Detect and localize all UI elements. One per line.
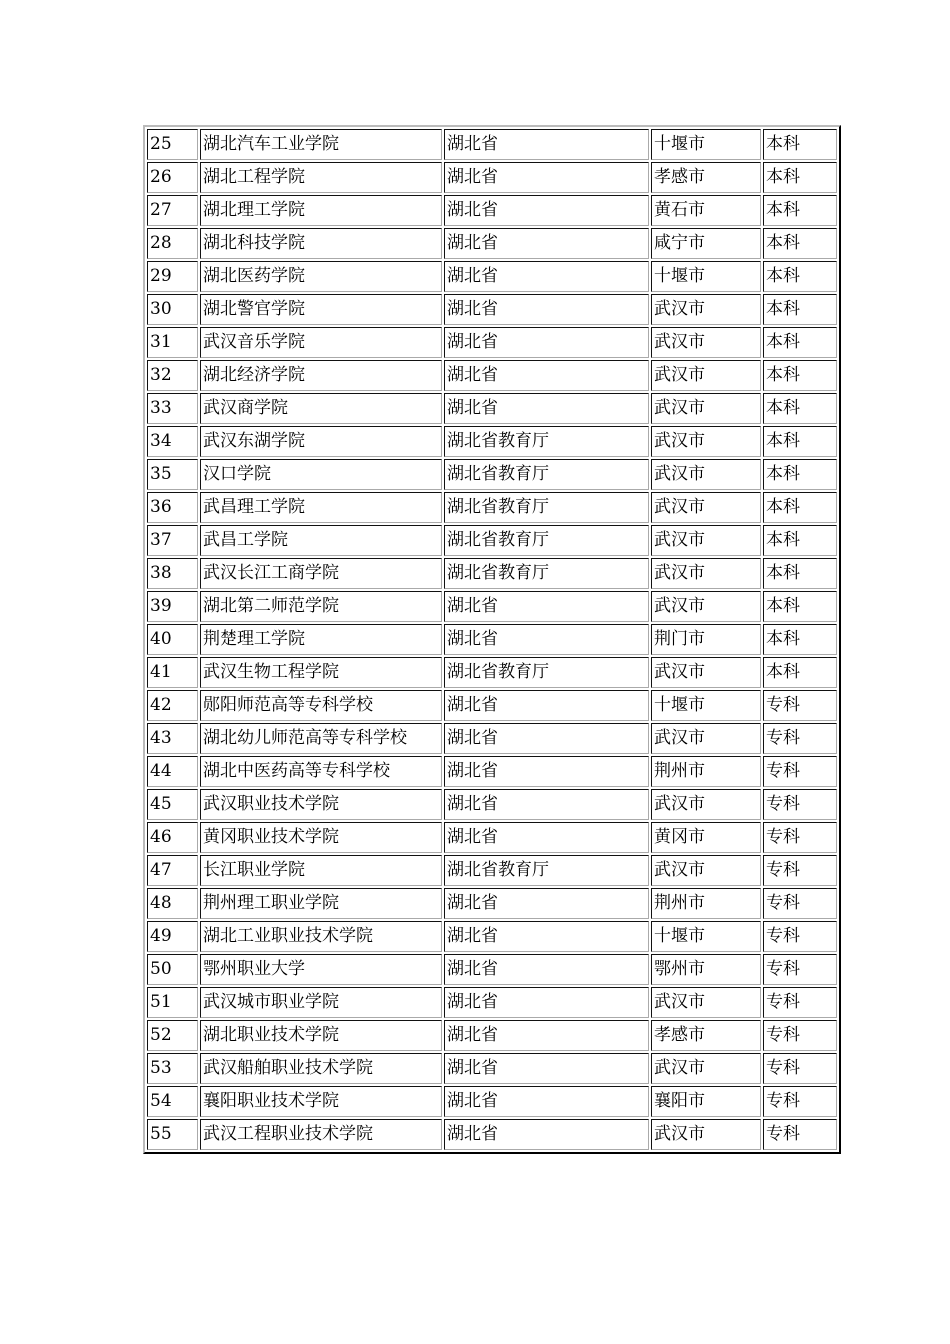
city-cell: 武汉市 bbox=[651, 327, 761, 358]
city-cell: 孝感市 bbox=[651, 162, 761, 193]
school-name-cell: 湖北工程学院 bbox=[200, 162, 442, 193]
row-number-cell: 48 bbox=[147, 888, 198, 919]
table-row bbox=[147, 1086, 837, 1117]
city-cell: 武汉市 bbox=[651, 987, 761, 1018]
level-cell: 本科 bbox=[763, 327, 837, 358]
level-cell: 专科 bbox=[763, 822, 837, 853]
table-row bbox=[147, 393, 837, 424]
school-name-cell: 黄冈职业技术学院 bbox=[200, 822, 442, 853]
school-name-cell: 鄂州职业大学 bbox=[200, 954, 442, 985]
row-number-cell: 29 bbox=[147, 261, 198, 292]
authority-cell: 湖北省 bbox=[444, 987, 649, 1018]
level-cell: 本科 bbox=[763, 426, 837, 457]
authority-cell: 湖北省教育厅 bbox=[444, 492, 649, 523]
row-number-cell: 34 bbox=[147, 426, 198, 457]
level-cell: 本科 bbox=[763, 525, 837, 556]
row-number-cell: 38 bbox=[147, 558, 198, 589]
city-cell: 十堰市 bbox=[651, 921, 761, 952]
city-cell: 武汉市 bbox=[651, 558, 761, 589]
city-cell: 武汉市 bbox=[651, 492, 761, 523]
city-cell: 武汉市 bbox=[651, 657, 761, 688]
row-number-cell: 47 bbox=[147, 855, 198, 886]
table-body bbox=[147, 129, 837, 1150]
row-number-cell: 26 bbox=[147, 162, 198, 193]
authority-cell: 湖北省 bbox=[444, 921, 649, 952]
school-name-cell: 湖北医药学院 bbox=[200, 261, 442, 292]
level-cell: 本科 bbox=[763, 261, 837, 292]
table-row bbox=[147, 822, 837, 853]
table-row bbox=[147, 954, 837, 985]
authority-cell: 湖北省 bbox=[444, 261, 649, 292]
school-name-cell: 荆州理工职业学院 bbox=[200, 888, 442, 919]
school-name-cell: 湖北职业技术学院 bbox=[200, 1020, 442, 1051]
table-row bbox=[147, 1053, 837, 1084]
row-number-cell: 40 bbox=[147, 624, 198, 655]
authority-cell: 湖北省 bbox=[444, 690, 649, 721]
level-cell: 专科 bbox=[763, 855, 837, 886]
authority-cell: 湖北省教育厅 bbox=[444, 426, 649, 457]
level-cell: 本科 bbox=[763, 228, 837, 259]
row-number-cell: 50 bbox=[147, 954, 198, 985]
authority-cell: 湖北省 bbox=[444, 1053, 649, 1084]
authority-cell: 湖北省 bbox=[444, 756, 649, 787]
row-number-cell: 46 bbox=[147, 822, 198, 853]
school-name-cell: 湖北工业职业技术学院 bbox=[200, 921, 442, 952]
authority-cell: 湖北省 bbox=[444, 393, 649, 424]
city-cell: 武汉市 bbox=[651, 1053, 761, 1084]
city-cell: 武汉市 bbox=[651, 294, 761, 325]
row-number-cell: 25 bbox=[147, 129, 198, 160]
table-row bbox=[147, 459, 837, 490]
level-cell: 本科 bbox=[763, 294, 837, 325]
row-number-cell: 44 bbox=[147, 756, 198, 787]
table-row bbox=[147, 888, 837, 919]
school-name-cell: 武汉商学院 bbox=[200, 393, 442, 424]
authority-cell: 湖北省教育厅 bbox=[444, 558, 649, 589]
city-cell: 孝感市 bbox=[651, 1020, 761, 1051]
table-row bbox=[147, 855, 837, 886]
city-cell: 武汉市 bbox=[651, 723, 761, 754]
school-name-cell: 武汉职业技术学院 bbox=[200, 789, 442, 820]
city-cell: 黄石市 bbox=[651, 195, 761, 226]
table-row bbox=[147, 195, 837, 226]
table-row bbox=[147, 261, 837, 292]
school-name-cell: 荆楚理工学院 bbox=[200, 624, 442, 655]
table-row bbox=[147, 228, 837, 259]
level-cell: 本科 bbox=[763, 657, 837, 688]
school-name-cell: 武汉生物工程学院 bbox=[200, 657, 442, 688]
row-number-cell: 30 bbox=[147, 294, 198, 325]
table-row bbox=[147, 492, 837, 523]
school-name-cell: 湖北警官学院 bbox=[200, 294, 442, 325]
table-row bbox=[147, 723, 837, 754]
authority-cell: 湖北省 bbox=[444, 591, 649, 622]
school-name-cell: 湖北幼儿师范高等专科学校 bbox=[200, 723, 442, 754]
school-name-cell: 武汉船舶职业技术学院 bbox=[200, 1053, 442, 1084]
table-row bbox=[147, 756, 837, 787]
table-row bbox=[147, 624, 837, 655]
row-number-cell: 45 bbox=[147, 789, 198, 820]
row-number-cell: 41 bbox=[147, 657, 198, 688]
row-number-cell: 52 bbox=[147, 1020, 198, 1051]
city-cell: 襄阳市 bbox=[651, 1086, 761, 1117]
school-name-cell: 郧阳师范高等专科学校 bbox=[200, 690, 442, 721]
row-number-cell: 53 bbox=[147, 1053, 198, 1084]
level-cell: 专科 bbox=[763, 1020, 837, 1051]
authority-cell: 湖北省 bbox=[444, 888, 649, 919]
authority-cell: 湖北省教育厅 bbox=[444, 855, 649, 886]
authority-cell: 湖北省 bbox=[444, 162, 649, 193]
city-cell: 咸宁市 bbox=[651, 228, 761, 259]
city-cell: 鄂州市 bbox=[651, 954, 761, 985]
level-cell: 专科 bbox=[763, 789, 837, 820]
row-number-cell: 54 bbox=[147, 1086, 198, 1117]
school-name-cell: 湖北第二师范学院 bbox=[200, 591, 442, 622]
city-cell: 荆门市 bbox=[651, 624, 761, 655]
authority-cell: 湖北省 bbox=[444, 360, 649, 391]
row-number-cell: 37 bbox=[147, 525, 198, 556]
table-row bbox=[147, 591, 837, 622]
level-cell: 本科 bbox=[763, 393, 837, 424]
row-number-cell: 28 bbox=[147, 228, 198, 259]
city-cell: 武汉市 bbox=[651, 459, 761, 490]
table-row bbox=[147, 558, 837, 589]
level-cell: 专科 bbox=[763, 723, 837, 754]
row-number-cell: 33 bbox=[147, 393, 198, 424]
school-name-cell: 武汉东湖学院 bbox=[200, 426, 442, 457]
authority-cell: 湖北省 bbox=[444, 789, 649, 820]
school-name-cell: 武汉长江工商学院 bbox=[200, 558, 442, 589]
school-name-cell: 湖北中医药高等专科学校 bbox=[200, 756, 442, 787]
level-cell: 专科 bbox=[763, 1086, 837, 1117]
row-number-cell: 39 bbox=[147, 591, 198, 622]
table-row bbox=[147, 987, 837, 1018]
level-cell: 专科 bbox=[763, 690, 837, 721]
level-cell: 本科 bbox=[763, 360, 837, 391]
row-number-cell: 49 bbox=[147, 921, 198, 952]
level-cell: 本科 bbox=[763, 162, 837, 193]
school-name-cell: 武昌工学院 bbox=[200, 525, 442, 556]
city-cell: 武汉市 bbox=[651, 855, 761, 886]
city-cell: 十堰市 bbox=[651, 690, 761, 721]
school-name-cell: 湖北科技学院 bbox=[200, 228, 442, 259]
table-row bbox=[147, 789, 837, 820]
row-number-cell: 32 bbox=[147, 360, 198, 391]
authority-cell: 湖北省教育厅 bbox=[444, 459, 649, 490]
authority-cell: 湖北省 bbox=[444, 723, 649, 754]
table-row bbox=[147, 1119, 837, 1150]
table-row bbox=[147, 690, 837, 721]
city-cell: 荆州市 bbox=[651, 756, 761, 787]
school-name-cell: 武汉音乐学院 bbox=[200, 327, 442, 358]
authority-cell: 湖北省 bbox=[444, 129, 649, 160]
level-cell: 本科 bbox=[763, 195, 837, 226]
university-table bbox=[143, 125, 841, 1154]
school-name-cell: 襄阳职业技术学院 bbox=[200, 1086, 442, 1117]
school-name-cell: 长江职业学院 bbox=[200, 855, 442, 886]
city-cell: 十堰市 bbox=[651, 261, 761, 292]
authority-cell: 湖北省 bbox=[444, 1086, 649, 1117]
level-cell: 专科 bbox=[763, 921, 837, 952]
authority-cell: 湖北省 bbox=[444, 822, 649, 853]
row-number-cell: 42 bbox=[147, 690, 198, 721]
level-cell: 专科 bbox=[763, 954, 837, 985]
level-cell: 本科 bbox=[763, 129, 837, 160]
level-cell: 本科 bbox=[763, 558, 837, 589]
city-cell: 武汉市 bbox=[651, 426, 761, 457]
level-cell: 本科 bbox=[763, 459, 837, 490]
table-row bbox=[147, 921, 837, 952]
authority-cell: 湖北省 bbox=[444, 327, 649, 358]
school-name-cell: 汉口学院 bbox=[200, 459, 442, 490]
city-cell: 武汉市 bbox=[651, 525, 761, 556]
row-number-cell: 43 bbox=[147, 723, 198, 754]
row-number-cell: 55 bbox=[147, 1119, 198, 1150]
authority-cell: 湖北省教育厅 bbox=[444, 525, 649, 556]
city-cell: 荆州市 bbox=[651, 888, 761, 919]
row-number-cell: 36 bbox=[147, 492, 198, 523]
table-row bbox=[147, 1020, 837, 1051]
table-row bbox=[147, 360, 837, 391]
table-row bbox=[147, 426, 837, 457]
row-number-cell: 27 bbox=[147, 195, 198, 226]
school-name-cell: 湖北汽车工业学院 bbox=[200, 129, 442, 160]
school-name-cell: 武汉城市职业学院 bbox=[200, 987, 442, 1018]
level-cell: 专科 bbox=[763, 987, 837, 1018]
city-cell: 十堰市 bbox=[651, 129, 761, 160]
row-number-cell: 51 bbox=[147, 987, 198, 1018]
table-row bbox=[147, 129, 837, 160]
school-name-cell: 武汉工程职业技术学院 bbox=[200, 1119, 442, 1150]
city-cell: 武汉市 bbox=[651, 789, 761, 820]
level-cell: 本科 bbox=[763, 591, 837, 622]
table-row bbox=[147, 657, 837, 688]
authority-cell: 湖北省 bbox=[444, 1020, 649, 1051]
city-cell: 黄冈市 bbox=[651, 822, 761, 853]
authority-cell: 湖北省 bbox=[444, 1119, 649, 1150]
city-cell: 武汉市 bbox=[651, 393, 761, 424]
authority-cell: 湖北省 bbox=[444, 954, 649, 985]
school-name-cell: 湖北理工学院 bbox=[200, 195, 442, 226]
city-cell: 武汉市 bbox=[651, 591, 761, 622]
row-number-cell: 35 bbox=[147, 459, 198, 490]
authority-cell: 湖北省教育厅 bbox=[444, 657, 649, 688]
level-cell: 专科 bbox=[763, 1119, 837, 1150]
authority-cell: 湖北省 bbox=[444, 228, 649, 259]
row-number-cell: 31 bbox=[147, 327, 198, 358]
authority-cell: 湖北省 bbox=[444, 195, 649, 226]
school-name-cell: 湖北经济学院 bbox=[200, 360, 442, 391]
city-cell: 武汉市 bbox=[651, 1119, 761, 1150]
level-cell: 本科 bbox=[763, 492, 837, 523]
table-row bbox=[147, 525, 837, 556]
table-row bbox=[147, 162, 837, 193]
authority-cell: 湖北省 bbox=[444, 624, 649, 655]
table-row bbox=[147, 327, 837, 358]
level-cell: 专科 bbox=[763, 888, 837, 919]
school-name-cell: 武昌理工学院 bbox=[200, 492, 442, 523]
city-cell: 武汉市 bbox=[651, 360, 761, 391]
authority-cell: 湖北省 bbox=[444, 294, 649, 325]
table-row bbox=[147, 294, 837, 325]
level-cell: 本科 bbox=[763, 624, 837, 655]
level-cell: 专科 bbox=[763, 756, 837, 787]
level-cell: 专科 bbox=[763, 1053, 837, 1084]
